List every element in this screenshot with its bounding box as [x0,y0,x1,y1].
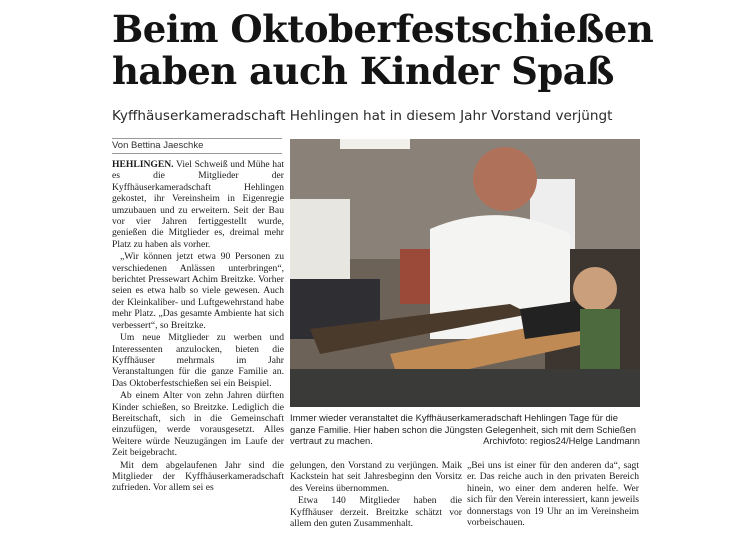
photo-caption [290,412,640,447]
article-column-2 [290,460,462,540]
article-paragraph: HEHLINGEN. Viel Schweiß und Mühe hat es die Mitglieder der Kyffhäuserkameradschaft Hehlingen gekostet, ihr Vereinsheim in Eigenregie umzubauen und zu erweitern. Seit der Bau vor vier Jahren fertiggestellt wurde, genießen die Mitglieder es, dreimal mehr Platz zu haben als vorher. [112,159,284,250]
dateline: HEHLINGEN. [112,159,174,170]
shooting-scene-photo [290,139,640,407]
subheadline: Kyffhäuserkameradschaft Hehlingen hat in diesem Jahr Vorstand verjüngt [112,108,613,124]
byline: Von Bettina Jaeschke [112,138,282,154]
article-paragraph: Ab einem Alter von zehn Jahren dürften Kinder schießen, so Breitzke. Lediglich die Bereitschaft, sich in die Gemeinschaft einzufügen, werde vorausgesetzt. Alles Weitere würde Neuzugängen im Laufe der Zeit beigebracht. [112,390,284,459]
photo-credit: Archivfoto: regios24/Helge Landmann [483,435,640,446]
caption-text: Immer wieder veranstaltet die Kyffhäuserkameradschaft Hehlingen Tage für die ganze Familie. Hier haben schon die Jüngsten Gelegenheit, sich mit dem Schießen vertraut zu machen. [290,412,637,446]
article-paragraph: Mit dem abgelaufenen Jahr sind die Mitglieder der Kyffhäuserkameradschaft zufrieden. Vor allem sei es [112,459,284,494]
article-paragraph: „Wir können jetzt etwa 90 Personen zu verschiedenen Anlässen unterbringen“, berichtet Pressewart Achim Breitzke. Vorher seien es etwa halb so viele gewesen. Auch der Kleinkaliber- und Luftgewehrstand habe mehr Platz. „Das gesamte Ambiente hat sich verbessert“, so Breitzke. [112,251,284,331]
headline: Beim Oktoberfestschießen haben auch Kinder Spaß [112,7,654,93]
article-paragraph: Um neue Mitglieder zu werben und Interessenten anzulocken, bieten die Kyffhäuser mehrmals im Jahr Veranstaltungen für die ganze Familie an. Das Oktoberfestschießen sei ein Beispiel. [112,332,284,389]
article-column-3 [467,460,639,540]
article-paragraph: gelungen, den Vorstand zu verjüngen. Maik Kackstein hat seit Jahresbeginn den Vorsitz des Vereins übernommen. [290,460,462,494]
article-photo [290,139,640,407]
article-column-1 [112,159,284,539]
article-paragraph: Etwa 140 Mitglieder haben die Kyffhäuser derzeit. Breitzke schätzt vor allem den guten Zusammenhalt. [290,495,462,530]
article-paragraph: „Bei uns ist einer für den anderen da“, sagt er. Das reiche auch in den privaten Bereich hinein, wo einer dem anderen helfe. Wer sich für den Verein interessiert, kann jeweils donnerstags von 19 Uhr an im Vereinsheim vorbeischauen. [467,460,639,529]
